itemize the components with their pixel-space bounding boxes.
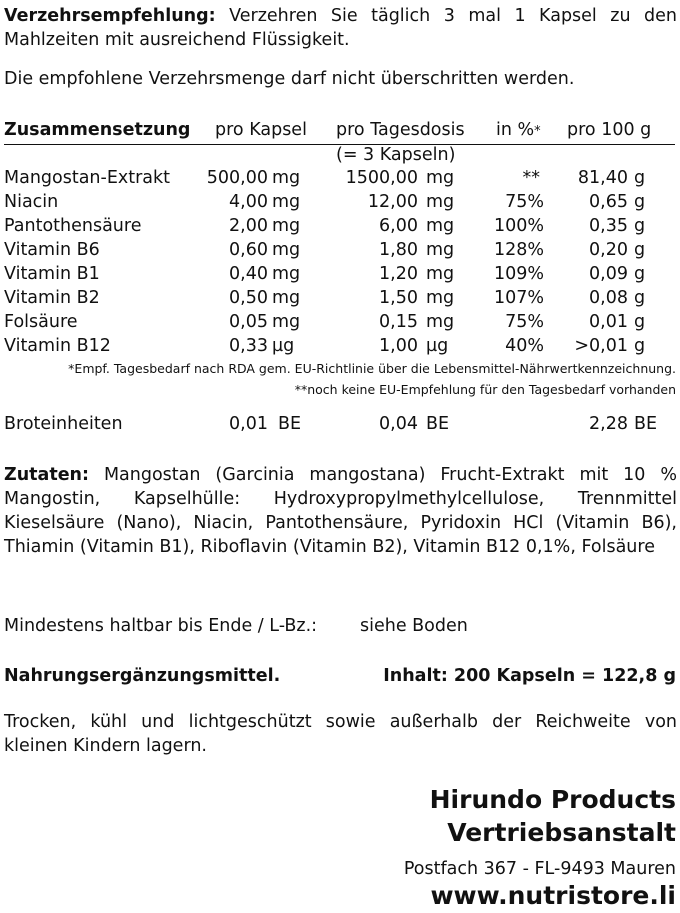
cell-cap-unit: mg: [272, 288, 301, 308]
cell-g-unit: g: [634, 168, 646, 188]
header-per-day-sub: (= 3 Kapseln): [336, 145, 456, 165]
ingredients-label: Zutaten:: [4, 465, 90, 485]
cell-cap-val: 2,00: [229, 216, 268, 236]
cell-g-val: 0,01: [589, 312, 628, 332]
cell-day-unit: mg: [426, 216, 455, 236]
dosage-text: Verzehren Sie täglich 3 mal 1 Kapsel zu den Mahlzeiten mit ausreichend Flüssigkeit.: [4, 6, 677, 50]
dosage-paragraph: [4, 4, 677, 52]
bread-units-100g: 2,28: [589, 414, 628, 434]
cell-g-val: >0,01: [574, 336, 628, 356]
header-composition: Zusammensetzung: [4, 120, 191, 140]
cell-g-val: 0,65: [589, 192, 628, 212]
content-amount: Inhalt: 200 Kapseln = 122,8 g: [383, 666, 676, 686]
header-per-100g: pro 100 g: [567, 120, 652, 140]
dosage-label: Verzehrsempfehlung:: [4, 6, 216, 26]
cell-name: Folsäure: [4, 312, 78, 332]
cell-pct: 128%: [493, 240, 544, 260]
cell-day-unit: mg: [426, 312, 455, 332]
cell-cap-val: 4,00: [229, 192, 268, 212]
cell-day-unit: mg: [426, 240, 455, 260]
cell-cap-unit: mg: [272, 240, 301, 260]
table-row: [0, 262, 680, 286]
cell-name: Vitamin B6: [4, 240, 100, 260]
cell-pct: 107%: [493, 288, 544, 308]
cell-name: Vitamin B12: [4, 336, 111, 356]
cell-cap-unit: mg: [272, 168, 301, 188]
cell-day-val: 0,15: [379, 312, 418, 332]
product-type: Nahrungsergänzungsmittel.: [4, 666, 281, 686]
cell-name: Niacin: [4, 192, 59, 212]
header-per-day: pro Tagesdosis: [336, 120, 465, 140]
header-percent: in %*: [496, 120, 541, 140]
header-per-capsule: pro Kapsel: [215, 120, 307, 140]
table-row: [0, 166, 680, 190]
cell-day-val: 1,00: [379, 336, 418, 356]
cell-cap-unit: mg: [272, 264, 301, 284]
cell-g-unit: g: [634, 216, 646, 236]
cell-g-val: 0,09: [589, 264, 628, 284]
cell-g-unit: g: [634, 264, 646, 284]
cell-pct: 40%: [505, 336, 544, 356]
cell-day-unit: mg: [426, 168, 455, 188]
bread-units-day: 0,04: [379, 414, 418, 434]
company-name: Hirundo Products: [429, 785, 676, 814]
company-website[interactable]: www.nutristore.li: [430, 881, 676, 910]
table-row: [0, 334, 680, 358]
cell-g-val: 0,35: [589, 216, 628, 236]
bread-units-cap: 0,01: [229, 414, 268, 434]
bread-units-cap-unit: BE: [278, 414, 302, 434]
best-before-value: siehe Boden: [360, 616, 468, 636]
cell-pct: **: [522, 168, 540, 188]
ingredients-text: Mangostan (Garcinia mangostana) Frucht-Extrakt mit 10 % Mangostin, Kapselhülle: Hydroxypropylmethylcellulose, Trennmittel Kieselsäure (Nano), Niacin, Pantothensäure, Pyridoxin HCl (Vitamin B6), Thiamin (Vitamin B1), Riboflavin (Vitamin B2), Vitamin B12 0,1%, Folsäure: [4, 465, 677, 557]
cell-day-val: 1,80: [379, 240, 418, 260]
cell-cap-val: 0,50: [229, 288, 268, 308]
cell-cap-val: 500,00: [206, 168, 268, 188]
bread-units-100g-unit: BE: [634, 414, 658, 434]
storage-paragraph: Trocken, kühl und lichtgeschützt sowie außerhalb der Reichweite von kleinen Kindern lagern.: [4, 712, 677, 756]
table-row: [0, 286, 680, 310]
cell-cap-val: 0,05: [229, 312, 268, 332]
bread-units-row: [0, 412, 680, 436]
cell-name: Vitamin B1: [4, 264, 100, 284]
cell-g-unit: g: [634, 312, 646, 332]
cell-g-unit: g: [634, 336, 646, 356]
company-address: Postfach 367 - FL-9493 Mauren: [403, 859, 676, 879]
cell-day-val: 1,20: [379, 264, 418, 284]
ingredients-paragraph: [4, 463, 677, 559]
cell-pct: 75%: [505, 192, 544, 212]
cell-name: Mangostan-Extrakt: [4, 168, 171, 188]
cell-day-val: 1,50: [379, 288, 418, 308]
cell-pct: 75%: [505, 312, 544, 332]
cell-g-unit: g: [634, 192, 646, 212]
bread-units-label: Broteinheiten: [4, 414, 123, 434]
cell-cap-val: 0,60: [229, 240, 268, 260]
cell-day-unit: µg: [426, 336, 449, 356]
cell-day-unit: mg: [426, 192, 455, 212]
best-before-label: Mindestens haltbar bis Ende / L-Bz.:: [4, 616, 318, 636]
table-row: [0, 310, 680, 334]
table-row: [0, 238, 680, 262]
cell-cap-unit: mg: [272, 216, 301, 236]
bread-units-day-unit: BE: [426, 414, 450, 434]
cell-g-unit: g: [634, 288, 646, 308]
cell-day-val: 1500,00: [345, 168, 418, 188]
cell-pct: 100%: [493, 216, 544, 236]
cell-day-unit: mg: [426, 264, 455, 284]
cell-cap-val: 0,33: [229, 336, 268, 356]
cell-day-val: 12,00: [367, 192, 418, 212]
cell-cap-val: 0,40: [229, 264, 268, 284]
table-header: [0, 118, 680, 142]
company-type: Vertriebsanstalt: [447, 818, 676, 847]
cell-cap-unit: mg: [272, 312, 301, 332]
cell-pct: 109%: [493, 264, 544, 284]
cell-day-val: 6,00: [379, 216, 418, 236]
warning-text: Die empfohlene Verzehrsmenge darf nicht überschritten werden.: [4, 69, 575, 89]
table-row: [0, 214, 680, 238]
cell-name: Vitamin B2: [4, 288, 100, 308]
cell-cap-unit: mg: [272, 192, 301, 212]
footnote-no-eu: **noch keine EU-Empfehlung für den Tagesbedarf vorhanden: [294, 382, 676, 397]
cell-cap-unit: µg: [272, 336, 295, 356]
table-header-rule: [4, 144, 675, 145]
cell-g-val: 81,40: [577, 168, 628, 188]
cell-g-val: 0,08: [589, 288, 628, 308]
table-row: [0, 190, 680, 214]
footnote-rda: *Empf. Tagesbedarf nach RDA gem. EU-Richtlinie über die Lebensmittel-Nährwertkennzeichnung.: [68, 361, 676, 376]
cell-name: Pantothensäure: [4, 216, 142, 236]
cell-g-val: 0,20: [589, 240, 628, 260]
cell-day-unit: mg: [426, 288, 455, 308]
cell-g-unit: g: [634, 240, 646, 260]
